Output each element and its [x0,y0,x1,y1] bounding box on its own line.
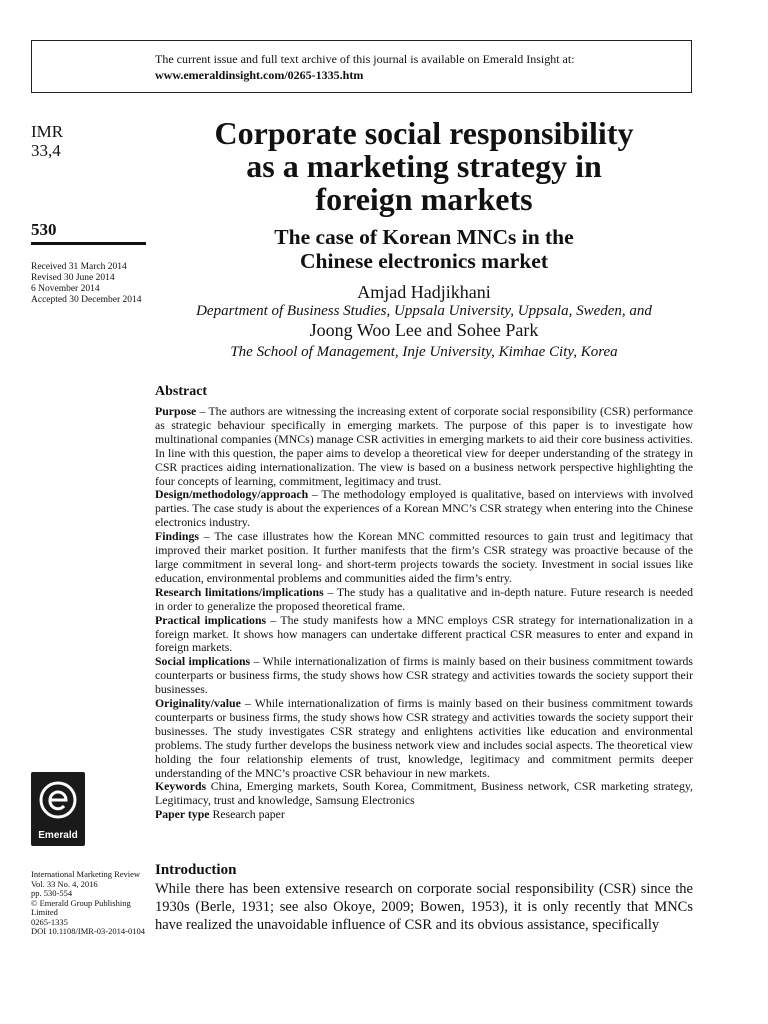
date-revised: Revised 30 June 2014 [31,273,115,283]
section-label: Purpose [155,404,197,418]
author-2: Joong Woo Lee and Sohee Park [309,320,539,340]
abstract-body [155,405,693,822]
volume-issue: 33,4 [31,141,61,160]
abstract-keywords [155,780,693,808]
author-1: Amjad Hadjikhani [357,282,491,302]
section-text: – The case illustrates how the Korean MNC committed resources to gain trust and legitimacy that improved their market position. It further manifests that the firm’s CSR strategy was proactive because of the large commitment in several long- and short-term projects towards the society. Investment in social issues like education, environmental problems and communities aided the firm’s entry. [155,529,693,585]
title-line: foreign markets [315,181,533,217]
subtitle-line: The case of Korean MNCs in the [274,225,574,249]
citation-doi[interactable]: DOI 10.1108/IMR-03-2014-0104 [31,926,145,936]
section-text: China, Emerging markets, South Korea, Commitment, Business network, CSR marketing strategy, Legitimacy, trust and knowledge, Samsung Electronics [155,779,693,808]
abstract-paper-type [155,808,693,822]
introduction-text: While there has been extensive research on corporate social responsibility (CSR) since the 1930s (Berle, 1931; see also Okoye, 2009; Bowen, 1953), it is only recently that MNCs have realized the unavoidable influence of CSR and its obvious assistance, specifically [155,881,693,933]
introduction-heading: Introduction [155,862,237,878]
citation-info [31,870,147,937]
submission-dates [31,262,147,306]
abstract-purpose [155,405,693,488]
date-revised-2: 6 November 2014 [31,284,100,294]
section-text: – While internationalization of firms is mainly based on their business commitment towards counterparts or business firms, the study shows how CSR strategy and activities towards the society support their businesses. The study investigates CSR strategy and enlightens activities like education and environmental problems. The study further develops the business network view and includes social aspects. The theoretical view holding the four relationship elements of trust, knowledge, legitimacy and commitment permits deeper understanding of the MNC’s proactive CSR behaviour in new markets. [155,696,693,780]
affiliation-1: Department of Business Studies, Uppsala University, Uppsala, Sweden, and [196,303,652,319]
section-text: – While internationalization of firms is mainly based on their business commitment towards counterparts or business firms, the study shows how CSR strategy and activities towards the society support their businesses. [155,654,693,697]
abstract-research-limitations [155,586,693,614]
abstract-practical-implications [155,614,693,656]
abstract-originality [155,697,693,780]
section-label: Practical implications [155,612,267,627]
date-accepted: Accepted 30 December 2014 [31,295,142,305]
section-text: – The study has a qualitative and in-depth nature. Future research is needed in order to generalize the proposed theoretical frame. [155,584,693,613]
section-text: Research paper [209,807,285,822]
section-text: – The methodology employed is qualitative, based on interviews with involved parties. The case study is about the experiences of a Korean MNC’s CSR strategy when entering into the Chinese electronics industry. [155,487,693,530]
article-title [155,117,693,216]
page-number: 530 [31,220,57,239]
affiliation-2: The School of Management, Inje University, Kimhae City, Korea [230,344,618,360]
abstract-design [155,488,693,530]
emerald-logo [31,772,85,846]
abstract-findings [155,530,693,586]
section-label: Findings [155,529,199,544]
section-text: – The authors are witnessing the increasing extent of corporate social responsibility (CSR) performance as strategic behaviour specifically in emerging markets. The purpose of this paper is to investigate how multinational companies (MNCs) manage CSR activities in emerging markets to aid their core business activities. In line with this question, the paper aims to develop a theoretical view for deeper understanding of the strategy in CSR practices aiding internationalization. The view is based on a business network perspective highlighting the four concepts of learning, commitment, legitimacy and trust. [155,404,693,488]
citation-journal: International Marketing Review [31,869,141,879]
article-subtitle [155,225,693,273]
citation-pages: pp. 530-554 [31,888,73,898]
citation-copyright: © Emerald Group Publishing Limited [31,897,131,917]
section-label: Originality/value [155,696,241,711]
abstract-heading: Abstract [155,384,208,399]
journal-code: IMR [31,122,64,141]
title-line: Corporate social responsibility [214,115,634,151]
archive-notice [155,51,575,83]
citation-volume: Vol. 33 No. 4, 2016 [31,878,98,889]
date-received: Received 31 March 2014 [31,262,127,272]
archive-note-text: The current issue and full text archive of this journal is available on Emerald Insight at: [155,52,575,66]
section-label: Research limitations/implications [155,584,324,599]
section-label: Keywords [155,779,207,794]
archive-url-link[interactable]: www.emeraldinsight.com/0265-1335.htm [155,68,364,82]
abstract-social-implications [155,655,693,697]
title-line: as a marketing strategy in [246,148,602,184]
section-label: Design/methodology/approach [155,487,309,502]
citation-issn: 0265-1335 [31,916,68,927]
journal-volume-info [31,122,147,160]
section-label: Paper type [155,807,210,822]
emerald-logo-text: Emerald [38,830,78,841]
emerald-e-icon [39,780,77,822]
archive-notice-box [31,40,692,93]
section-text: – The study manifests how a MNC employs CSR strategy for internationalization in a foreign market. It shows how managers can undertake different practical CSR measures to enter and expand in foreign markets. [155,612,693,655]
subtitle-line: Chinese electronics market [300,249,548,273]
section-label: Social implications [155,654,251,669]
page-number-rule [31,242,146,245]
